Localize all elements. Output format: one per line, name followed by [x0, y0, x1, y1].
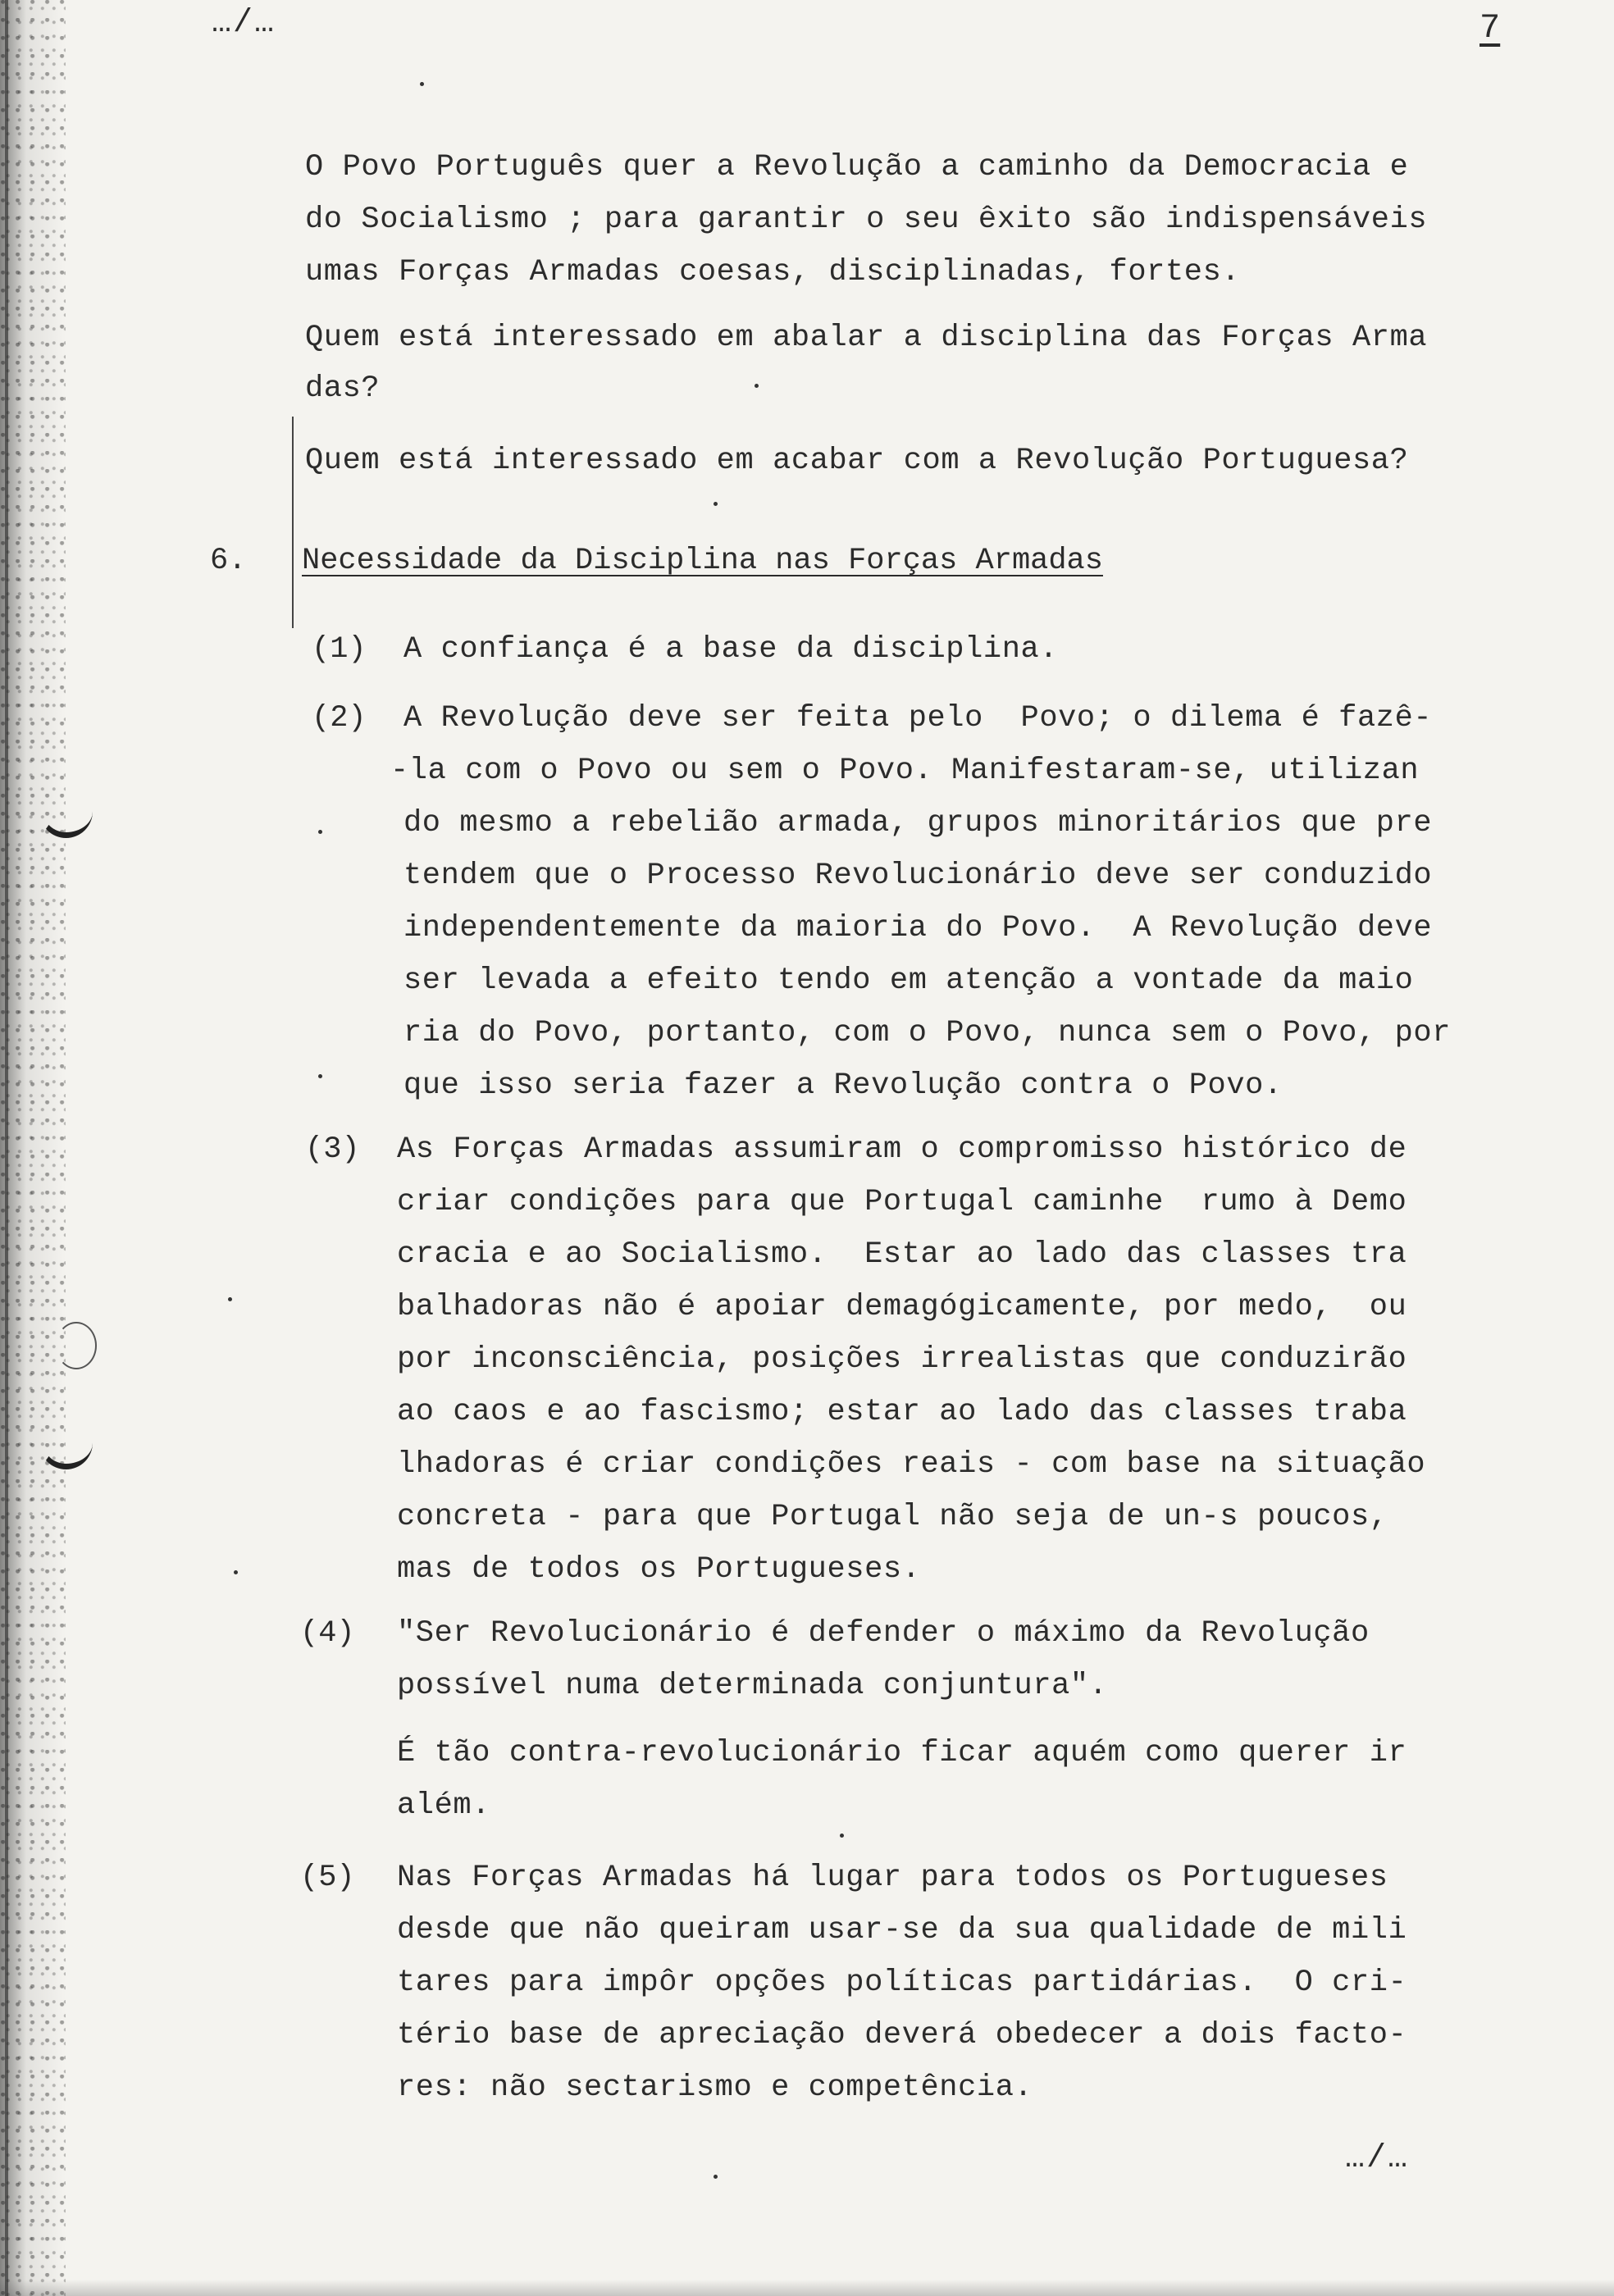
scan-edge-noise	[0, 0, 66, 2296]
item-line: É tão contra-revolucionário ficar aquém como querer ir	[397, 1736, 1407, 1770]
item-line: A confiança é a base da disciplina.	[404, 632, 1059, 667]
item-label: (1)	[312, 632, 367, 667]
item-line: independentemente da maioria do Povo. A Revolução deve	[404, 911, 1433, 945]
speck	[714, 2175, 718, 2179]
item-line: tendem que o Processo Revolucionário deve ser conduzido	[404, 859, 1433, 893]
section-number: 6.	[210, 544, 247, 578]
item-line: res: não sectarismo e competência.	[397, 2070, 1033, 2105]
section-title: Necessidade da Disciplina nas Forças Armadas	[302, 544, 1103, 578]
item-line: tério base de apreciação deverá obedecer a dois facto-	[397, 2018, 1407, 2052]
page-number: 7	[1480, 8, 1501, 48]
item-line: que isso seria fazer a Revolução contra o Povo.	[404, 1068, 1283, 1103]
hole-punch-outline	[56, 1322, 97, 1369]
item-line: ao caos e ao fascismo; estar ao lado das classes traba	[397, 1395, 1407, 1429]
item-line: lhadoras é criar condições reais - com base na situação	[397, 1447, 1426, 1482]
speck	[714, 502, 718, 506]
item-line: cracia e ao Socialismo. Estar ao lado das classes tra	[397, 1237, 1407, 1272]
item-line: mas de todos os Portugueses.	[397, 1552, 921, 1587]
margin-rule	[292, 417, 294, 628]
item-line: ria do Povo, portanto, com o Povo, nunca sem o Povo, por	[404, 1016, 1452, 1050]
item-line: do mesmo a rebelião armada, grupos minoritários que pre	[404, 806, 1433, 840]
scan-edge-line	[5, 0, 8, 2296]
item-line: concreta - para que Portugal não seja de un-s poucos,	[397, 1500, 1388, 1534]
scan-bottom-noise	[0, 2280, 1614, 2296]
continuation-marker-bottom: …/…	[1345, 2140, 1410, 2177]
intro-line: do Socialismo ; para garantir o seu êxito são indispensáveis	[305, 203, 1428, 237]
item-line: "Ser Revolucionário é defender o máximo da Revolução	[397, 1616, 1370, 1651]
speck	[420, 82, 424, 86]
intro-line: Quem está interessado em abalar a disciplina das Forças Arma	[305, 321, 1428, 355]
speck	[318, 1074, 322, 1078]
item-line: A Revolução deve ser feita pelo Povo; o dilema é fazê-	[404, 701, 1433, 736]
item-line: por inconsciência, posições irrealistas que conduzirão	[397, 1342, 1407, 1377]
speck	[755, 384, 759, 388]
item-label: (2)	[312, 701, 367, 736]
speck	[228, 1297, 232, 1301]
intro-line: O Povo Português quer a Revolução a caminho da Democracia e	[305, 150, 1409, 184]
item-line: ser levada a efeito tendo em atenção a vontade da maio	[404, 963, 1414, 998]
intro-line: das?	[305, 371, 381, 406]
item-line: -la com o Povo ou sem o Povo. Manifestaram-se, utilizan	[390, 754, 1420, 788]
item-line: As Forças Armadas assumiram o compromisso histórico de	[397, 1132, 1407, 1167]
item-line: desde que não queiram usar-se da sua qualidade de mili	[397, 1913, 1407, 1947]
item-label: (3)	[305, 1132, 360, 1167]
speck	[840, 1834, 844, 1838]
speck	[318, 830, 322, 834]
item-line: além.	[397, 1788, 491, 1823]
item-label: (4)	[300, 1616, 355, 1651]
item-line: Nas Forças Armadas há lugar para todos os Portugueses	[397, 1861, 1388, 1895]
item-line: criar condições para que Portugal caminhe rumo à Demo	[397, 1185, 1407, 1219]
item-line: tares para impôr opções políticas partidárias. O cri-	[397, 1966, 1407, 2000]
speck	[234, 1570, 238, 1574]
item-line: balhadoras não é apoiar demagógicamente, por medo, ou	[397, 1290, 1407, 1324]
continuation-marker-top: …/…	[212, 5, 276, 42]
item-line: possível numa determinada conjuntura".	[397, 1669, 1108, 1703]
item-label: (5)	[300, 1861, 355, 1895]
intro-line: umas Forças Armadas coesas, disciplinadas, fortes.	[305, 255, 1241, 289]
intro-line: Quem está interessado em acabar com a Revolução Portuguesa?	[305, 444, 1409, 478]
